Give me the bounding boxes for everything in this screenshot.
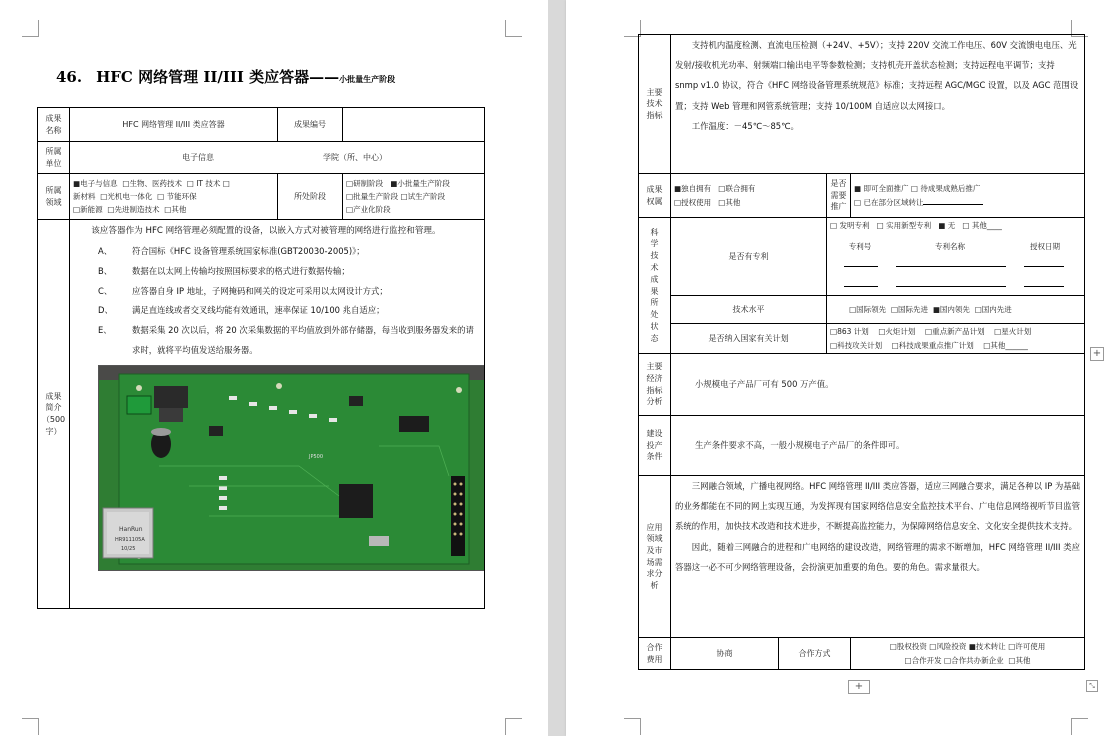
stage-option[interactable]: □研制阶段 [346,178,384,188]
tech-level-label: 技术水平 [671,296,827,324]
field-option[interactable]: □ IT 技术 [186,178,221,188]
stage-option[interactable]: ■小批量生产阶段 [390,178,450,188]
intro-list-item [74,282,480,302]
plan-option-row [830,339,1081,352]
unit-label-text: 所属 单位 [45,146,62,168]
name-label [38,108,70,142]
ownership-option[interactable]: □联合拥有 [718,184,756,194]
svg-text:HanRun: HanRun [119,525,143,533]
silk-label [308,454,323,460]
patent-blank[interactable] [896,286,1006,287]
ownership-option[interactable]: □授权使用 [674,197,712,207]
tech-option[interactable]: □国际先进 [890,304,929,314]
code-label: 成果编号 [278,108,343,142]
coop-mode-options [851,638,1085,670]
page-corner-mark [624,718,641,735]
list-text: 数据在以太网上传输均按照国标要求的格式进行数据传输； [132,265,350,276]
patent-option[interactable]: □ 其他____ [962,221,1002,230]
document-page-2 [566,0,1114,736]
coop-cost-label-text: 合作 费用 [646,642,663,664]
patent-blank[interactable] [896,266,1006,267]
coop-mode-label: 合作方式 [779,638,851,670]
patent-blank[interactable] [844,286,878,287]
plan-option[interactable]: □重点新产品计划 [924,327,985,337]
patent-blank-lines [830,259,1081,271]
list-marker: C、 [98,285,113,296]
stage-option-row [346,203,481,216]
market-label [639,476,671,638]
list-text: 应答器自身 IP 地址，子网掩码和网关的设定可采用以太网设计方式； [132,285,388,296]
patent-option[interactable]: □ 实用新型专利 [876,221,932,230]
patent-columns [830,240,1081,253]
unit-label [38,142,70,174]
patent-date-col: 授权日期 [1030,242,1060,252]
details-table [638,34,1085,670]
econ-label [639,354,671,416]
tech-option[interactable]: ■国内领先 [932,304,970,314]
stage-option[interactable]: □批量生产阶段 [346,191,399,201]
status-label-text: 科 学 技 术 成 果 所 处 状 态 [650,227,659,343]
patent-blank[interactable] [1024,286,1064,287]
field-option[interactable]: □光机电一体化 [100,191,153,201]
unit-name: 电子信息 [182,152,214,162]
field-option[interactable]: □新能源 [73,205,103,215]
spec-temperature: 工作温度：－45℃～85℃。 [691,120,799,131]
unit-value [70,142,485,174]
intro-label-text: 成果 简介 （500 字） [41,391,66,436]
coop-option[interactable]: □其他 [1008,655,1031,665]
field-label-text: 所属 领域 [45,185,62,207]
ownership-options [671,174,827,218]
plan-option[interactable]: □火炬计划 [878,327,916,337]
page-corner-mark [505,20,522,37]
econ-value: 小规模电子产品厂可有 500 万产值。 [671,354,1085,416]
patent-option[interactable]: ■ 无 [938,221,956,230]
ownership-option-row [674,182,823,195]
promo-option[interactable] [854,196,1081,209]
page-corner-mark [22,20,39,37]
add-column-button[interactable]: + [1090,347,1104,361]
field-option[interactable]: □生物、医药技术 [122,178,182,188]
tech-option[interactable]: □国内先进 [974,304,1012,314]
build-value: 生产条件要求不高，一般小规模电子产品厂的条件即可。 [671,416,1085,476]
stage-label: 所处阶段 [278,174,343,220]
spec-paragraph: 支持机内温度检测、直流电压检测（+24V、+5V）；支持 220V 交流工作电压、60V 交流馈电电压、光发射/接收机光功率、射频端口输出电平等参数检测；支持机壳开盖状态检测；支持远程电平调节；支持 snmp v1.0 协议，符合《HFC 网络设备管理系统规范》标准；支持远程 AGC/MGC 设置，以及 AGC 范围设置；支持 Web 管理和网管系统管理；支持 10/100M 自适应以太网接口。 [675,40,1079,111]
section-number: 46. [56,68,83,86]
page-corner-mark [22,718,39,735]
intro-list-item [74,321,480,361]
achievement-table [37,107,485,609]
tech-level-options [827,296,1085,324]
unit-dept: 学院（所、中心） [323,152,387,162]
stage-options [343,174,485,220]
ownership-option[interactable]: □其他 [718,197,741,207]
stage-option-row [346,190,481,203]
spec-label-text: 主要 技术 指标 [646,87,663,120]
tech-option-row [830,303,1081,316]
coop-cost-value: 协商 [671,638,779,670]
plan-options [827,324,1085,354]
patent-number-col: 专利号 [848,242,872,252]
coop-option[interactable]: □许可使用 [1008,642,1046,652]
list-marker: A、 [98,246,113,257]
plan-option-row [830,325,1081,338]
plan-option[interactable]: □其他______ [983,340,1028,350]
build-label [639,416,671,476]
list-text: 符合国标《HFC 设备管理系统国家标准(GBT20030-2005)》； [132,246,365,257]
intro-content [70,220,485,609]
field-option[interactable]: □其他 [164,205,187,215]
list-marker: B、 [98,265,113,276]
spec-content [671,35,1085,174]
field-option[interactable]: ■电子与信息 [73,178,118,188]
plan-option[interactable]: □星火计划 [994,327,1032,337]
pcb-photo [98,365,485,571]
ownership-option[interactable]: ■独自拥有 [674,184,712,194]
promo-label-text: 是否 需要 推广 [830,179,847,212]
add-row-button[interactable]: + [848,680,870,694]
stage-option[interactable]: □试生产阶段 [400,191,446,201]
name-value: HFC 网络管理 II/III 类应答器 [70,108,278,142]
page-corner-mark [1071,718,1088,735]
promo-options [851,174,1085,218]
stage-option-row [346,177,481,190]
market-label-text: 应用 领域 及市 场需 求分 析 [646,522,663,590]
code-value [343,108,485,142]
patent-blank[interactable] [1024,266,1064,267]
patent-option[interactable]: □ 发明专利 [830,221,870,230]
coop-option[interactable]: □合作共办新企业 [944,655,1004,665]
field-option-row [73,190,274,203]
patent-blank[interactable] [844,266,878,267]
status-label [639,218,671,354]
promo-label [827,174,851,218]
promo-option[interactable]: ■ 即可全面推广 □ 待成果成熟后推广 [854,184,981,194]
coop-option[interactable]: ■技术转让 [968,642,1006,652]
name-label-text: 成果 名称 [45,113,62,135]
market-paragraph: 因此，随着三网融合的进程和广电网络的建设改造，网络管理的需求不断增加，HFC 网络管理 II/III 类应答器这一必不可少网络管理设备，会扮演更加重要的角色。要的角色。需求量很大。 [675,541,1081,572]
coop-option[interactable]: □风险投资 [929,642,967,652]
plan-label: 是否纳入国家有关计划 [671,324,827,354]
list-text: 满足直连线或者交叉线均能有效通讯，速率保证 10/100 兆自适应； [132,305,385,316]
plan-option[interactable]: □科技成果重点推广计划 [891,340,974,350]
field-option[interactable]: 新材料 [73,191,96,201]
field-options [70,174,278,220]
field-option-row [73,177,274,190]
ownership-label-text: 成果 权属 [646,184,663,206]
patent-content [827,218,1085,296]
table-resize-handle-icon[interactable]: ⤡ [1086,680,1098,692]
pcb-illustration [99,366,485,570]
list-text: 数据采集 20 次以后，将 20 次采集数据的平均值放到外部存储器，每当收到服务器发来的请求时，就将平均值发送给服务器。 [132,325,474,355]
field-option[interactable]: □先进制造技术 [107,205,160,215]
intro-label [38,220,70,609]
field-option-row [73,203,274,216]
patent-name-col: 专利名称 [935,242,965,252]
section-title-text: HFC 网络管理 II/III 类应答器—— [96,68,340,86]
market-content [671,476,1085,638]
ownership-option-row [674,196,823,209]
patent-label: 是否有专利 [671,218,827,296]
coop-option-row [854,640,1081,653]
promo-blank [923,204,983,205]
intro-list-item [74,242,480,262]
page-gutter [548,0,566,736]
page-corner-mark [505,718,522,735]
section-title-suffix: 小批量生产阶段 [339,75,396,84]
intro-paragraph: 该应答器作为 HFC 网络管理必须配置的设备，以嵌入方式对被管理的网络进行监控和管理。 [91,226,441,236]
econ-label-text: 主要 经济 指标 分析 [646,362,663,407]
coop-option[interactable]: □合作开发 [904,655,942,665]
field-option[interactable]: □ [222,178,230,188]
patent-blank-lines [830,279,1081,291]
field-option[interactable]: □ 节能环保 [157,191,197,201]
tech-option[interactable]: □国际领先 [849,304,887,314]
list-marker: E、 [98,325,112,336]
coop-option[interactable]: □股权投资 [889,642,927,652]
field-label [38,174,70,220]
coop-cost-label [639,638,671,670]
spec-label [639,35,671,174]
build-label-text: 建设 投产 条件 [646,429,663,462]
intro-list-item [74,262,480,282]
promo-option-text: □ 已在部分区域转让 [854,197,924,207]
plan-option[interactable]: □863 计划 [830,327,869,337]
stage-option[interactable]: □产业化阶段 [346,205,391,215]
intro-list-item [74,301,480,321]
coop-option-row [854,654,1081,667]
svg-text:10/25: 10/25 [121,545,136,552]
patent-options [830,219,1081,232]
svg-text:JP500: JP500 [309,453,324,460]
document-page-1 [0,0,548,736]
market-paragraph: 三网融合领域，广播电视网络。HFC 网络管理 II/III 类应答器，适应三网融合要求，满足各种以 IP 为基础的业务都能在不同的网上实现互通，为发挥现有国家网络信息安全监控技术平台、广电信息网络视听节目监管系统的作用，加快技术改造和技术进步，不断提高监控能力，为保障网络信息安全、文化安全提供技术支持。 [675,481,1081,532]
list-marker: D、 [98,305,113,316]
svg-text:HR911105A: HR911105A [115,536,145,543]
section-title [56,66,395,87]
plan-option[interactable]: □科技攻关计划 [830,340,883,350]
ownership-label [639,174,671,218]
